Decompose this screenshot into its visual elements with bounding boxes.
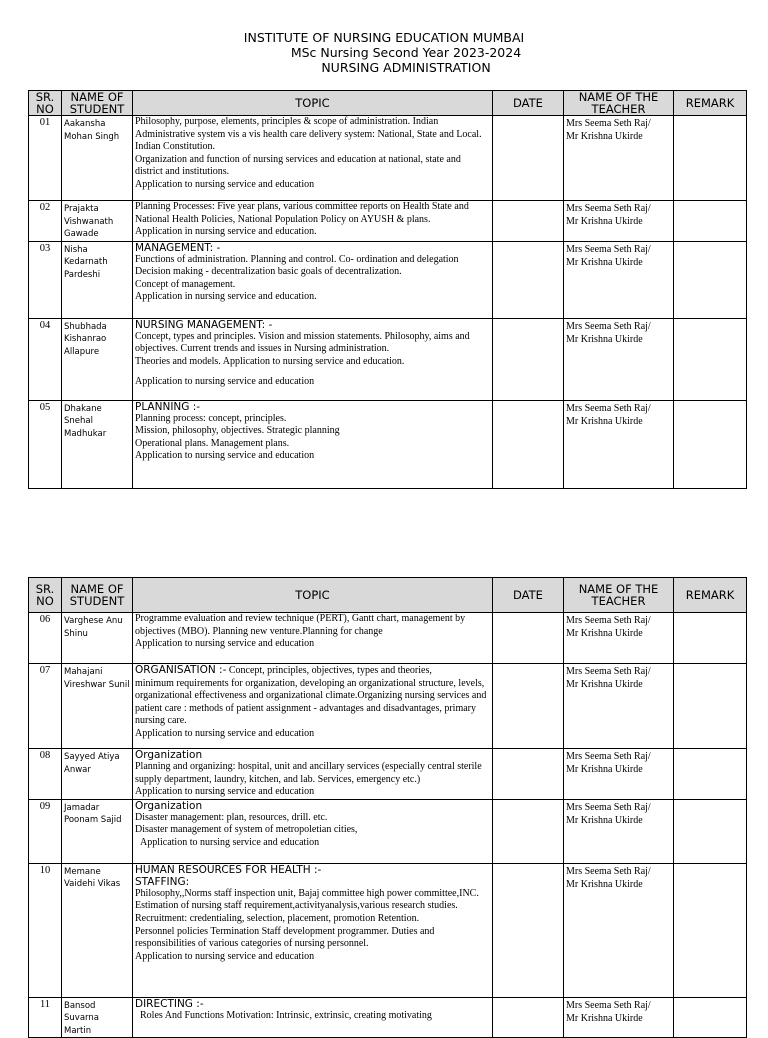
student-name: Aakansha Mohan Singh <box>62 116 133 201</box>
student-name: Prajakta Vishwanath Gawade <box>62 201 133 242</box>
remark-cell <box>674 664 747 749</box>
student-name: Mahajani Vireshwar Sunil <box>62 664 133 749</box>
table-row <box>29 749 747 800</box>
topic-heading: NURSING MANAGEMENT: - <box>135 318 273 331</box>
topic-line: Application to nursing service and education <box>135 376 315 388</box>
sr-no: 04 <box>29 318 62 400</box>
sr-no: 10 <box>29 863 62 997</box>
teacher-name: Mrs Seema Seth Raj/ Mr Krishna Ukirde <box>564 863 674 997</box>
topic-line: Application to nursing service and education <box>135 786 315 798</box>
col-date <box>493 578 564 613</box>
remark-cell <box>674 997 747 1038</box>
topic-line: minimum requirements for organization, developing an organizational structure, levels, organizational effectiveness and organizational climate.Organizing nursing services and patient care : methods of patient assignment - advantages and disadvantages, primary nursing care. <box>135 677 487 727</box>
teacher-name: Mrs Seema Seth Raj/ Mr Krishna Ukirde <box>564 241 674 318</box>
topic-line: Application to nursing service and education <box>135 638 315 650</box>
topic-line: Planning Processes: Five year plans, various committee reports on Health State and National Health Policies, National Population Policy on AYUSH & plans. <box>135 201 469 225</box>
student-name: Shubhada Kishanrao Allapure <box>62 318 133 400</box>
table-row <box>29 863 747 997</box>
col-sr-no-label: SR. NO <box>35 90 55 116</box>
topic-line: Operational plans. Management plans. <box>135 437 290 449</box>
table-row <box>29 799 747 863</box>
col-student-label: NAME OF STUDENT <box>69 582 125 608</box>
col-sr-no <box>29 578 62 613</box>
col-topic-label: TOPIC <box>295 96 330 110</box>
date-cell <box>493 997 564 1038</box>
sr-no: 05 <box>29 400 62 488</box>
date-cell <box>493 318 564 400</box>
topic-cell <box>133 201 493 242</box>
col-teacher <box>564 91 674 116</box>
remark-cell <box>674 613 747 664</box>
col-date-label: DATE <box>513 96 543 110</box>
topic-line: Application to nursing service and education <box>135 450 315 462</box>
remark-cell <box>674 201 747 242</box>
topic-line: Mission, philosophy, objectives. Strategic planning <box>135 425 340 437</box>
sr-no: 08 <box>29 749 62 800</box>
student-name: Dhakane Snehal Madhukar <box>62 400 133 488</box>
table-row <box>29 318 747 400</box>
col-teacher <box>564 578 674 613</box>
document-header <box>0 30 768 75</box>
topic-heading: ORGANISATION :- <box>135 664 227 676</box>
topic-line: Disaster management of system of metropoletian cities, <box>135 824 358 836</box>
col-topic-label: TOPIC <box>295 588 330 602</box>
col-student-name <box>62 91 133 116</box>
date-cell <box>493 201 564 242</box>
col-student-label: NAME OF STUDENT <box>69 90 125 116</box>
col-topic <box>133 578 493 613</box>
teacher-name: Mrs Seema Seth Raj/ Mr Krishna Ukirde <box>564 799 674 863</box>
topic-line: Organization and function of nursing services and education at national, state and district and institutions. <box>135 153 461 178</box>
remark-cell <box>674 863 747 997</box>
topic-cell <box>133 863 493 997</box>
topic-allocation-table-1 <box>28 90 747 489</box>
topic-heading: MANAGEMENT: - <box>135 241 221 254</box>
topic-cell <box>133 613 493 664</box>
table-row <box>29 664 747 749</box>
col-remark-label: REMARK <box>685 96 735 110</box>
remark-cell <box>674 749 747 800</box>
student-name: Bansod Suvarna Martin <box>62 997 133 1038</box>
topic-line: Disaster management: plan, resources, drill. etc. <box>135 811 328 823</box>
topic-cell <box>133 241 493 318</box>
col-student-name <box>62 578 133 613</box>
remark-cell <box>674 400 747 488</box>
remark-cell <box>674 241 747 318</box>
teacher-name: Mrs Seema Seth Raj/ Mr Krishna Ukirde <box>564 201 674 242</box>
col-date <box>493 91 564 116</box>
teacher-name: Mrs Seema Seth Raj/ Mr Krishna Ukirde <box>564 664 674 749</box>
teacher-name: Mrs Seema Seth Raj/ Mr Krishna Ukirde <box>564 318 674 400</box>
col-teacher-label: NAME OF THE TEACHER <box>578 90 659 116</box>
topic-line: Application to nursing service and education <box>135 727 315 739</box>
topic-line: Recruitment: credentialing, selection, placement, promotion Retention. <box>135 912 420 924</box>
col-teacher-label: NAME OF THE TEACHER <box>578 582 659 608</box>
topic-line: Theories and models. Application to nursing service and education. <box>135 355 405 367</box>
sr-no: 02 <box>29 201 62 242</box>
remark-cell <box>674 318 747 400</box>
topic-cell <box>133 997 493 1038</box>
teacher-name: Mrs Seema Seth Raj/ Mr Krishna Ukirde <box>564 613 674 664</box>
date-cell <box>493 664 564 749</box>
topic-line: Application in nursing service and education. <box>135 291 317 303</box>
date-cell <box>493 863 564 997</box>
teacher-name: Mrs Seema Seth Raj/ Mr Krishna Ukirde <box>564 997 674 1038</box>
col-sr-no-label: SR. NO <box>35 582 55 608</box>
topic-cell <box>133 799 493 863</box>
table-header-row <box>29 578 747 613</box>
topic-line: Personnel policies Termination Staff development programmer. Duties and responsibilities of various categories of nursing personnel. <box>135 925 435 950</box>
topic-line: Application to nursing service and education <box>140 836 320 848</box>
date-cell <box>493 799 564 863</box>
student-name: Nisha Kedarnath Pardeshi <box>62 241 133 318</box>
student-name: Jamadar Poonam Sajid <box>62 799 133 863</box>
topic-cell <box>133 749 493 800</box>
table-row <box>29 116 747 201</box>
date-cell <box>493 241 564 318</box>
topic-heading: Organization <box>135 799 203 812</box>
sr-no: 07 <box>29 664 62 749</box>
topic-line: Application to nursing service and education <box>135 950 315 962</box>
topic-line: Concept, principles, objectives, types and theories, <box>226 665 432 676</box>
remark-cell <box>674 116 747 201</box>
col-sr-no <box>29 91 62 116</box>
col-remark-label: REMARK <box>685 588 735 602</box>
teacher-name: Mrs Seema Seth Raj/ Mr Krishna Ukirde <box>564 400 674 488</box>
date-cell <box>493 400 564 488</box>
col-remark <box>674 91 747 116</box>
table-row <box>29 400 747 488</box>
topic-cell <box>133 664 493 749</box>
topic-line: Functions of administration. Planning and control. Co- ordination and delegation Decision making - decentralization basic goals of decentralization. <box>135 253 459 278</box>
topic-line: Programme evaluation and review technique (PERT), Gantt chart, management by objectives (MBO). Planning new venture.Planning for change <box>135 613 466 637</box>
topic-line: Philosophy, purpose, elements, principles & scope of administration. Indian Administrative system vis a vis health care delivery system: National, State and Local. Indian Constitution. <box>135 116 482 153</box>
topic-cell <box>133 400 493 488</box>
institute-title: INSTITUTE OF NURSING EDUCATION MUMBAI <box>243 30 525 45</box>
topic-subheading: STAFFING: <box>135 875 190 888</box>
table-row <box>29 241 747 318</box>
topic-line: Roles And Functions Motivation: Intrinsic, extrinsic, creating motivating <box>140 1009 432 1021</box>
sr-no: 11 <box>29 997 62 1038</box>
sr-no: 01 <box>29 116 62 201</box>
topic-allocation-table-2 <box>28 577 747 1038</box>
table-header-row <box>29 91 747 116</box>
student-name: Sayyed Atiya Anwar <box>62 749 133 800</box>
teacher-name: Mrs Seema Seth Raj/ Mr Krishna Ukirde <box>564 116 674 201</box>
course-title: MSc Nursing Second Year 2023-2024 <box>290 45 522 60</box>
remark-cell <box>674 799 747 863</box>
student-name: Varghese Anu Shinu <box>62 613 133 664</box>
table-row <box>29 201 747 242</box>
date-cell <box>493 749 564 800</box>
topic-heading: DIRECTING :- <box>135 997 204 1010</box>
date-cell <box>493 613 564 664</box>
topic-line: Planning and organizing: hospital, unit and ancillary services (especially central sterile supply department, laundry, kitchen, and lab. Services, emergency etc.) <box>135 761 482 785</box>
topic-cell <box>133 318 493 400</box>
topic-heading: HUMAN RESOURCES FOR HEALTH :- <box>135 863 322 876</box>
date-cell <box>493 116 564 201</box>
topic-line: Concept, types and principles. Vision and mission statements. Philosophy, aims and objectives. Current trends and issues in Nursing administration. <box>135 330 470 355</box>
sr-no: 06 <box>29 613 62 664</box>
col-topic <box>133 91 493 116</box>
topic-line: Philosophy,,Norms staff inspection unit, Bajaj committee high power committee,INC. <box>135 887 479 899</box>
subject-title: NURSING ADMINISTRATION <box>321 60 491 75</box>
sr-no: 09 <box>29 799 62 863</box>
sr-no: 03 <box>29 241 62 318</box>
topic-line: Concept of management. <box>135 278 236 290</box>
topic-line: Estimation of nursing staff requirement,activityanalysis,various research studies. <box>135 900 458 912</box>
teacher-name: Mrs Seema Seth Raj/ Mr Krishna Ukirde <box>564 749 674 800</box>
student-name: Memane Vaidehi Vikas <box>62 863 133 997</box>
table-row <box>29 997 747 1038</box>
topic-heading: PLANNING :- <box>135 400 201 413</box>
topic-line: Planning process: concept, principles. <box>135 412 287 424</box>
topic-cell <box>133 116 493 201</box>
topic-heading: Organization <box>135 749 203 761</box>
table-row <box>29 613 747 664</box>
topic-line: Application in nursing service and education. <box>135 226 317 238</box>
col-remark <box>674 578 747 613</box>
col-date-label: DATE <box>513 588 543 602</box>
topic-line: Application to nursing service and education <box>135 178 315 190</box>
